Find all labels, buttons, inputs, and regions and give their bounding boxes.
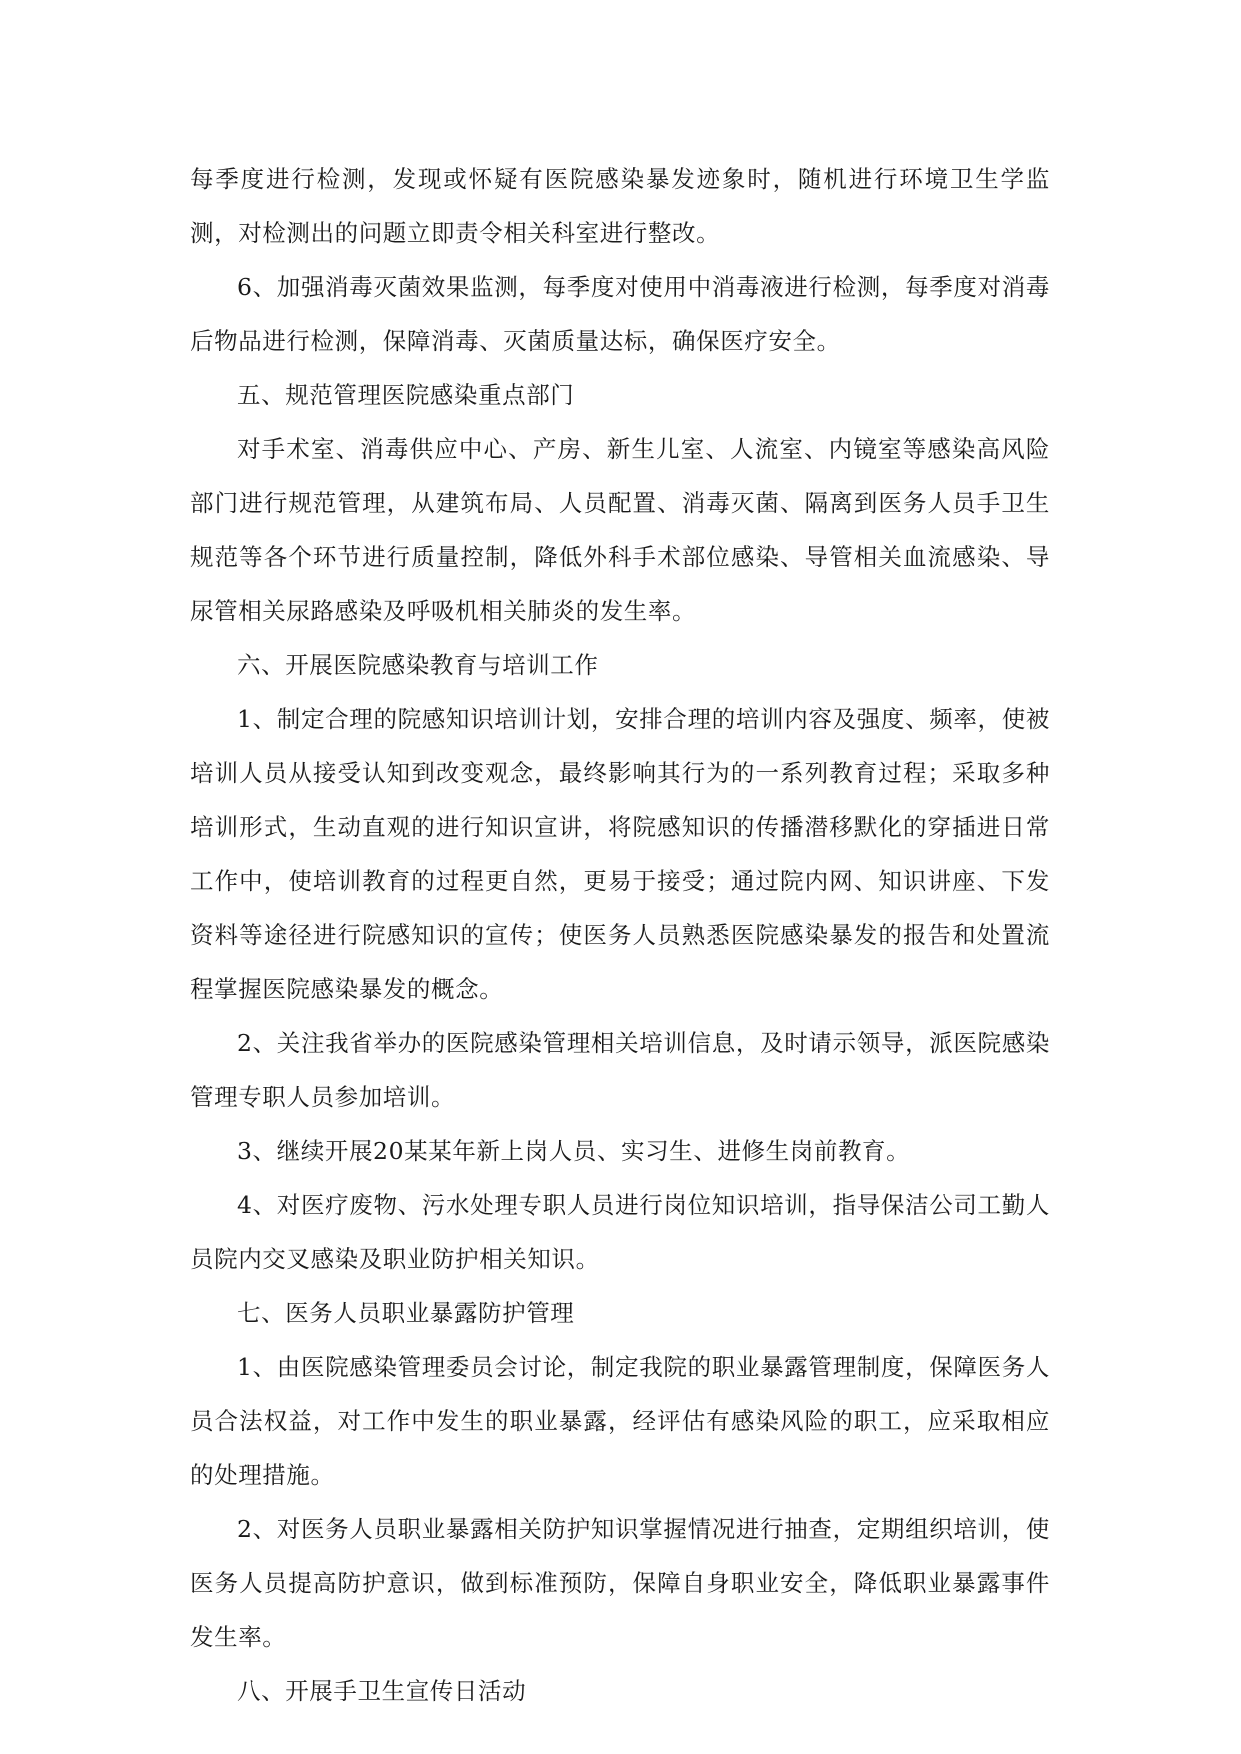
paragraph-training-2: 2、关注我省举办的医院感染管理相关培训信息，及时请示领导，派医院感染管理专职人员参加培训。 (190, 1029, 1050, 1111)
paragraph-key-departments: 对手术室、消毒供应中心、产房、新生儿室、人流室、内镜室等感染高风险部门进行规范管理，从建筑布局、人员配置、消毒灭菌、隔离到医务人员手卫生规范等各个环节进行质量控制，降低外科手术部位感染、导管相关血流感染、导尿管相关尿路感染及呼吸机相关肺炎的发生率。 (190, 435, 1050, 625)
paragraph-training-4: 4、对医疗废物、污水处理专职人员进行岗位知识培训，指导保洁公司工勤人员院内交叉感染及职业防护相关知识。 (190, 1191, 1050, 1273)
paragraph-training-1: 1、制定合理的院感知识培训计划，安排合理的培训内容及强度、频率，使被培训人员从接受认知到改变观念，最终影响其行为的一系列教育过程；采取多种培训形式，生动直观的进行知识宣讲，将院感知识的传播潜移默化的穿插进日常工作中，使培训教育的过程更自然，更易于接受；通过院内网、知识讲座、下发资料等途径进行院感知识的宣传；使医务人员熟悉医院感染暴发的报告和处置流程掌握医院感染暴发的概念。 (190, 705, 1050, 1003)
paragraph-exposure-2: 2、对医务人员职业暴露相关防护知识掌握情况进行抽查，定期组织培训，使医务人员提高防护意识，做到标准预防，保障自身职业安全，降低职业暴露事件发生率。 (190, 1515, 1050, 1651)
paragraph-training-3: 3、继续开展20某某年新上岗人员、实习生、进修生岗前教育。 (237, 1137, 911, 1165)
document-body (190, 152, 1050, 1718)
section-heading-5: 五、规范管理医院感染重点部门 (237, 381, 575, 409)
section-heading-6: 六、开展医院感染教育与培训工作 (237, 651, 599, 679)
section-heading-7: 七、医务人员职业暴露防护管理 (237, 1299, 575, 1327)
paragraph-item-6-disinfection: 6、加强消毒灭菌效果监测，每季度对使用中消毒液进行检测，每季度对消毒后物品进行检测，保障消毒、灭菌质量达标，确保医疗安全。 (190, 273, 1050, 355)
paragraph-continuation-monitoring: 每季度进行检测，发现或怀疑有医院感染暴发迹象时，随机进行环境卫生学监测，对检测出的问题立即责令相关科室进行整改。 (190, 165, 1050, 247)
section-heading-8: 八、开展手卫生宣传日活动 (237, 1677, 527, 1705)
paragraph-exposure-1: 1、由医院感染管理委员会讨论，制定我院的职业暴露管理制度，保障医务人员合法权益，对工作中发生的职业暴露，经评估有感染风险的职工，应采取相应的处理措施。 (190, 1353, 1050, 1489)
